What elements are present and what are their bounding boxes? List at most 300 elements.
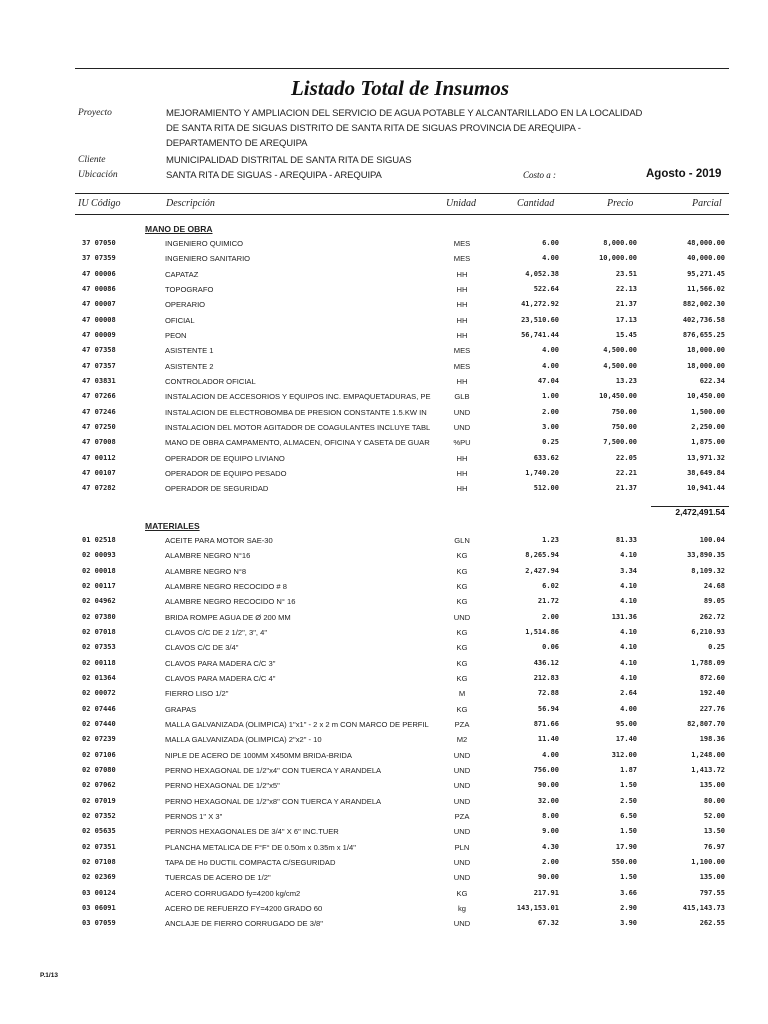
cell-qty: 4.00	[542, 346, 559, 355]
cell-qty: 1,740.20	[525, 468, 559, 477]
cell-unit: KG	[456, 643, 468, 653]
cell-code: 02 00093	[82, 551, 116, 560]
cell-price: 4.10	[620, 551, 637, 560]
cell-unit: KG	[456, 888, 468, 898]
cell-price: 22.13	[615, 284, 637, 293]
cell-price: 15.45	[615, 330, 637, 339]
cell-desc: INSTALACION DE ELECTROBOMBA DE PRESION CONSTANTE 1.5.KW IN	[165, 407, 427, 417]
cell-unit: UND	[453, 873, 471, 883]
section-title-materiales: MATERIALES	[145, 521, 200, 531]
cell-part: 876,655.25	[682, 330, 725, 339]
cell-code: 02 07080	[82, 765, 116, 774]
cell-qty: 212.83	[533, 673, 559, 682]
cell-desc: ASISTENTE 1	[165, 346, 214, 356]
table-row	[0, 889, 768, 904]
cell-price: 4.10	[620, 597, 637, 606]
cell-qty: 56.94	[537, 704, 559, 713]
cell-price: 2.90	[620, 903, 637, 912]
cell-part: 33,890.35	[687, 551, 725, 560]
cell-qty: 871.66	[533, 719, 559, 728]
cell-part: 10,941.44	[687, 484, 725, 493]
label-proyecto: Proyecto	[78, 108, 112, 118]
cell-price: 4,500.00	[603, 346, 637, 355]
cell-unit: PZA	[454, 811, 470, 821]
document-title: Listado Total de Insumos	[290, 76, 510, 100]
cell-part: 2,250.00	[691, 422, 725, 431]
cell-desc: OPERARIO	[165, 300, 206, 310]
cell-unit: M	[458, 689, 466, 699]
cell-part: 192.40	[699, 689, 725, 698]
cell-part: 1,413.72	[691, 765, 725, 774]
cell-unit: HH	[456, 315, 468, 325]
cell-desc: BRIDA ROMPE AGUA DE Ø 200 MM	[165, 612, 291, 622]
cell-unit: %PU	[453, 438, 471, 448]
cell-qty: 2.00	[542, 857, 559, 866]
cell-unit: HH	[456, 453, 468, 463]
cell-desc: TOPOGRAFO	[165, 284, 214, 294]
cell-unit: PLN	[454, 842, 470, 852]
cell-unit: UND	[453, 919, 471, 929]
cell-part: 48,000.00	[687, 239, 725, 247]
cell-qty: 8.00	[542, 811, 559, 820]
cell-part: 1,248.00	[691, 750, 725, 759]
cell-unit: UND	[453, 796, 471, 806]
cell-part: 18,000.00	[687, 361, 725, 370]
cell-unit: MES	[453, 346, 471, 356]
cell-code: 02 00117	[82, 581, 116, 590]
cell-part: 76.97	[703, 842, 725, 851]
cell-code: 37 07359	[82, 254, 116, 263]
cell-qty: 1,514.86	[525, 627, 559, 636]
cell-part: 13,971.32	[687, 453, 725, 462]
cell-price: 10,000.00	[599, 254, 637, 263]
label-costo: Costo a :	[523, 170, 557, 180]
cell-unit: UND	[453, 407, 471, 417]
cell-unit: UND	[453, 765, 471, 775]
fecha-costo: Agosto - 2019	[646, 168, 722, 180]
cell-unit: UND	[453, 781, 471, 791]
cell-code: 47 07358	[82, 346, 116, 355]
cell-qty: 633.62	[533, 453, 559, 462]
cell-desc: MANO DE OBRA CAMPAMENTO, ALMACEN, OFICINA Y CASETA DE GUAR	[165, 438, 430, 448]
cell-code: 02 07239	[82, 735, 116, 744]
cell-unit: UND	[453, 827, 471, 837]
cell-unit: UND	[453, 750, 471, 760]
cell-unit: HH	[456, 300, 468, 310]
cell-price: 17.13	[615, 315, 637, 324]
cell-price: 2.50	[620, 796, 637, 805]
cell-qty: 436.12	[533, 658, 559, 667]
cell-part: 198.36	[699, 735, 725, 744]
cell-desc: PEON	[165, 330, 187, 340]
cell-desc: ALAMBRE NEGRO RECOCIDO N° 16	[165, 597, 296, 607]
cell-code: 01 02518	[82, 536, 116, 544]
cell-part: 95,271.45	[687, 269, 725, 278]
cell-unit: UND	[453, 612, 471, 622]
cell-code: 47 03831	[82, 376, 116, 385]
table-row	[0, 720, 768, 735]
cell-price: 1.87	[620, 765, 637, 774]
cell-code: 47 00009	[82, 330, 116, 339]
header-price: Precio	[607, 198, 634, 209]
cell-price: 550.00	[611, 857, 637, 866]
cell-qty: 90.00	[537, 873, 559, 882]
cell-price: 6.50	[620, 811, 637, 820]
cell-desc: INSTALACION DEL MOTOR AGITADOR DE COAGULANTES INCLUYE TABL	[165, 422, 431, 432]
cell-price: 23.51	[615, 269, 637, 278]
cell-part: 18,000.00	[687, 346, 725, 355]
cell-qty: 9.00	[542, 827, 559, 836]
cell-price: 131.36	[611, 612, 637, 621]
cell-part: 24.68	[703, 581, 725, 590]
table-row	[0, 438, 768, 453]
cell-desc: PERNO HEXAGONAL DE 1/2"x5"	[165, 781, 280, 791]
header-unit: Unidad	[446, 198, 476, 209]
cell-desc: FIERRO LISO 1/2"	[165, 689, 229, 699]
cell-desc: ASISTENTE 2	[165, 361, 214, 371]
cell-desc: CLAVOS PARA MADERA C/C 3"	[165, 658, 276, 668]
cell-price: 4.10	[620, 627, 637, 636]
cell-price: 95.00	[615, 719, 637, 728]
cell-part: 402,736.58	[682, 315, 725, 324]
cell-part: 262.72	[699, 612, 725, 621]
cell-qty: 41,272.92	[521, 300, 559, 309]
cell-price: 312.00	[611, 750, 637, 759]
cell-qty: 1.00	[542, 392, 559, 401]
table-row	[0, 919, 768, 934]
cell-desc: CLAVOS C/C DE 3/4"	[165, 643, 239, 653]
table-row	[0, 643, 768, 658]
cell-qty: 56,741.44	[521, 330, 559, 339]
cell-part: 82,807.70	[687, 719, 725, 728]
cell-code: 02 07380	[82, 612, 116, 621]
cell-qty: 4.00	[542, 750, 559, 759]
cell-code: 02 00018	[82, 566, 116, 575]
table-row	[0, 536, 768, 551]
cell-unit: HH	[456, 376, 468, 386]
cell-unit: UND	[453, 422, 471, 432]
cell-price: 2.64	[620, 689, 637, 698]
cell-part: 52.00	[703, 811, 725, 820]
cell-qty: 72.88	[537, 689, 559, 698]
table-row	[0, 674, 768, 689]
cell-part: 622.34	[699, 376, 725, 385]
cell-price: 3.90	[620, 919, 637, 928]
cell-unit: KG	[456, 597, 468, 607]
table-row	[0, 331, 768, 346]
cell-desc: ALAMBRE NEGRO N°16	[165, 551, 251, 561]
cell-price: 3.66	[620, 888, 637, 897]
cell-desc: CAPATAZ	[165, 269, 199, 279]
cell-price: 7,500.00	[603, 438, 637, 447]
cell-part: 262.55	[699, 919, 725, 928]
cell-desc: TAPA DE Ho DUCTIL COMPACTA C/SEGURIDAD	[165, 857, 336, 867]
cell-price: 17.40	[615, 735, 637, 744]
header-description: Descripción	[166, 198, 215, 209]
table-row	[0, 858, 768, 873]
cell-qty: 23,510.60	[521, 315, 559, 324]
header-partial: Parcial	[692, 198, 722, 209]
table-row	[0, 362, 768, 377]
cell-code: 47 07266	[82, 392, 116, 401]
header-rule-top	[75, 193, 729, 194]
cell-part: 40,000.00	[687, 254, 725, 263]
cell-price: 4.10	[620, 643, 637, 652]
cell-price: 750.00	[611, 422, 637, 431]
cell-part: 135.00	[699, 873, 725, 882]
cell-price: 21.37	[615, 484, 637, 493]
cell-part: 89.05	[703, 597, 725, 606]
cell-desc: OPERADOR DE SEGURIDAD	[165, 484, 269, 494]
cell-unit: KG	[456, 551, 468, 561]
cell-code: 47 00007	[82, 300, 116, 309]
cell-code: 02 07351	[82, 842, 116, 851]
cell-desc: PLANCHA METALICA DE F°F° DE 0.50m x 0.35m x 1/4"	[165, 842, 356, 852]
cell-unit: KG	[456, 658, 468, 668]
cell-code: 03 06091	[82, 903, 116, 912]
table-row	[0, 346, 768, 361]
table-row	[0, 582, 768, 597]
proyecto-line-2: DE SANTA RITA DE SIGUAS DISTRITO DE SANTA RITA DE SIGUAS PROVINCIA DE AREQUIPA -	[166, 123, 581, 134]
cell-unit: KG	[456, 704, 468, 714]
cell-unit: HH	[456, 484, 468, 494]
cell-part: 6,210.93	[691, 627, 725, 636]
table-row	[0, 377, 768, 392]
cell-desc: ALAMBRE NEGRO RECOCIDO # 8	[165, 581, 287, 591]
cell-desc: PERNO HEXAGONAL DE 1/2"x8" CON TUERCA Y ARANDELA	[165, 796, 382, 806]
cell-unit: MES	[453, 239, 471, 248]
cell-part: 797.55	[699, 888, 725, 897]
table-row	[0, 766, 768, 781]
cell-qty: 143,153.01	[516, 903, 559, 912]
cell-price: 8,000.00	[603, 239, 637, 247]
cell-qty: 6.02	[542, 581, 559, 590]
cell-desc: INSTALACION DE ACCESORIOS Y EQUIPOS INC. EMPAQUETADURAS, PE	[165, 392, 431, 402]
cell-unit: kg	[457, 903, 467, 913]
cell-code: 47 00006	[82, 269, 116, 278]
cell-code: 02 05635	[82, 827, 116, 836]
cell-desc: GRAPAS	[165, 704, 197, 714]
cell-unit: M2	[456, 735, 468, 745]
cell-unit: KG	[456, 673, 468, 683]
table-row	[0, 797, 768, 812]
cell-price: 1.50	[620, 781, 637, 790]
cell-desc: PERNOS 1" X 3"	[165, 811, 223, 821]
cell-code: 02 04962	[82, 597, 116, 606]
cell-qty: 2,427.94	[525, 566, 559, 575]
table-row	[0, 689, 768, 704]
table-row	[0, 751, 768, 766]
table-row	[0, 270, 768, 285]
subtotal-mano-de-obra: 2,472,491.54	[675, 507, 725, 517]
cell-part: 882,002.30	[682, 300, 725, 309]
cell-code: 02 01364	[82, 673, 116, 682]
cell-code: 02 07108	[82, 857, 116, 866]
cell-price: 17.90	[615, 842, 637, 851]
cell-part: 1,875.00	[691, 438, 725, 447]
cell-desc: CLAVOS C/C DE 2 1/2", 3", 4"	[165, 627, 268, 637]
cell-desc: INGENIERO SANITARIO	[165, 254, 251, 264]
cell-part: 1,100.00	[691, 857, 725, 866]
label-ubicacion: Ubicación	[78, 170, 118, 180]
cell-desc: CLAVOS PARA MADERA C/C 4"	[165, 673, 276, 683]
cell-desc: TUERCAS DE ACERO DE 1/2"	[165, 873, 271, 883]
cell-part: 80.00	[703, 796, 725, 805]
cell-desc: PERNOS HEXAGONALES DE 3/4" X 6" INC.TUER	[165, 827, 339, 837]
cell-unit: KG	[456, 566, 468, 576]
table-row	[0, 827, 768, 842]
cell-part: 227.76	[699, 704, 725, 713]
cell-qty: 1.23	[542, 536, 559, 544]
cell-qty: 3.00	[542, 422, 559, 431]
ubicacion-value: SANTA RITA DE SIGUAS - AREQUIPA - AREQUIPA	[166, 170, 382, 181]
table-row	[0, 613, 768, 628]
cell-unit: KG	[456, 581, 468, 591]
cell-qty: 0.06	[542, 643, 559, 652]
cell-unit: HH	[456, 330, 468, 340]
cell-unit: KG	[456, 627, 468, 637]
cell-code: 02 02369	[82, 873, 116, 882]
cell-qty: 8,265.94	[525, 551, 559, 560]
cell-part: 11,566.02	[687, 284, 725, 293]
cell-code: 02 07062	[82, 781, 116, 790]
cell-qty: 512.00	[533, 484, 559, 493]
cell-unit: MES	[453, 361, 471, 371]
table-row	[0, 285, 768, 300]
cell-code: 02 07446	[82, 704, 116, 713]
cell-code: 03 00124	[82, 888, 116, 897]
cell-desc: ACERO DE REFUERZO FY=4200 GRADO 60	[165, 903, 323, 913]
table-row	[0, 904, 768, 919]
cell-price: 4,500.00	[603, 361, 637, 370]
cell-price: 3.34	[620, 566, 637, 575]
cell-part: 1,500.00	[691, 407, 725, 416]
cell-qty: 4.00	[542, 254, 559, 263]
cell-price: 1.50	[620, 827, 637, 836]
table-row	[0, 392, 768, 407]
cell-unit: HH	[456, 269, 468, 279]
proyecto-line-3: DEPARTAMENTO DE AREQUIPA	[166, 138, 308, 149]
table-row	[0, 551, 768, 566]
cell-price: 22.21	[615, 468, 637, 477]
cell-unit: PZA	[454, 719, 470, 729]
table-row	[0, 408, 768, 423]
cell-desc: ALAMBRE NEGRO N°8	[165, 566, 247, 576]
label-cliente: Cliente	[78, 155, 106, 165]
cell-part: 13.50	[703, 827, 725, 836]
cell-part: 38,649.84	[687, 468, 725, 477]
cell-qty: 4.30	[542, 842, 559, 851]
cell-unit: UND	[453, 857, 471, 867]
cell-part: 1,788.09	[691, 658, 725, 667]
cell-price: 13.23	[615, 376, 637, 385]
cell-part: 0.25	[708, 643, 725, 652]
table-row	[0, 454, 768, 469]
cell-desc: CONTROLADOR OFICIAL	[165, 376, 256, 386]
table-row	[0, 812, 768, 827]
cell-qty: 4,052.38	[525, 269, 559, 278]
page-number: P.1/13	[40, 972, 58, 979]
cell-code: 02 07018	[82, 627, 116, 636]
section-title-mano-de-obra: MANO DE OBRA	[145, 224, 213, 234]
cell-code: 37 07050	[82, 239, 116, 247]
cell-desc: OPERADOR DE EQUIPO LIVIANO	[165, 453, 285, 463]
table-row	[0, 659, 768, 674]
cell-price: 4.10	[620, 581, 637, 590]
table-row	[0, 597, 768, 612]
header-rule-bottom	[75, 214, 729, 215]
cell-part: 415,143.73	[682, 903, 725, 912]
table-row	[0, 567, 768, 582]
cell-code: 03 07059	[82, 919, 116, 928]
table-row	[0, 843, 768, 858]
cell-qty: 522.64	[533, 284, 559, 293]
table-row	[0, 469, 768, 484]
cell-desc: ANCLAJE DE FIERRO CORRUGADO DE 3/8"	[165, 919, 323, 929]
cell-qty: 217.91	[533, 888, 559, 897]
cell-price: 81.33	[615, 536, 637, 544]
cell-price: 4.00	[620, 704, 637, 713]
cell-code: 02 07353	[82, 643, 116, 652]
cell-code: 02 07440	[82, 719, 116, 728]
cell-code: 47 00086	[82, 284, 116, 293]
cell-code: 02 07352	[82, 811, 116, 820]
cell-code: 47 00107	[82, 468, 116, 477]
cliente-value: MUNICIPALIDAD DISTRITAL DE SANTA RITA DE SIGUAS	[166, 155, 412, 166]
cell-code: 47 07357	[82, 361, 116, 370]
cell-price: 21.37	[615, 300, 637, 309]
cell-price: 22.05	[615, 453, 637, 462]
proyecto-line-1: MEJORAMIENTO Y AMPLIACION DEL SERVICIO DE AGUA POTABLE Y ALCANTARILLADO EN LA LOCALIDAD	[166, 108, 643, 119]
cell-code: 02 07019	[82, 796, 116, 805]
cell-part: 8,109.32	[691, 566, 725, 575]
cell-desc: INGENIERO QUIMICO	[165, 239, 244, 248]
cell-price: 4.10	[620, 673, 637, 682]
table-row	[0, 423, 768, 438]
table-row	[0, 873, 768, 888]
cell-qty: 21.72	[537, 597, 559, 606]
table-row	[0, 254, 768, 269]
table-row	[0, 484, 768, 499]
cell-desc: OPERADOR DE EQUIPO PESADO	[165, 468, 287, 478]
cell-unit: GLN	[454, 536, 470, 545]
table-row	[0, 705, 768, 720]
table-row	[0, 781, 768, 796]
cell-desc: MALLA GALVANIZADA (OLIMPICA) 2"x2" - 10	[165, 735, 322, 745]
cell-code: 47 00112	[82, 453, 116, 462]
cell-qty: 47.04	[537, 376, 559, 385]
cell-unit: HH	[456, 284, 468, 294]
cell-qty: 67.32	[537, 919, 559, 928]
table-row	[0, 239, 768, 254]
cell-unit: HH	[456, 468, 468, 478]
cell-code: 02 00118	[82, 658, 116, 667]
cell-desc: ACERO CORRUGADO fy=4200 kg/cm2	[165, 888, 301, 898]
cell-code: 47 07008	[82, 438, 116, 447]
cell-qty: 90.00	[537, 781, 559, 790]
cell-code: 47 00008	[82, 315, 116, 324]
table-row	[0, 735, 768, 750]
cell-unit: MES	[453, 254, 471, 264]
cell-qty: 756.00	[533, 765, 559, 774]
cell-price: 750.00	[611, 407, 637, 416]
cell-qty: 11.40	[537, 735, 559, 744]
cell-price: 10,450.00	[599, 392, 637, 401]
cell-code: 02 00072	[82, 689, 116, 698]
cell-price: 4.10	[620, 658, 637, 667]
top-rule	[75, 68, 729, 69]
cell-code: 47 07282	[82, 484, 116, 493]
